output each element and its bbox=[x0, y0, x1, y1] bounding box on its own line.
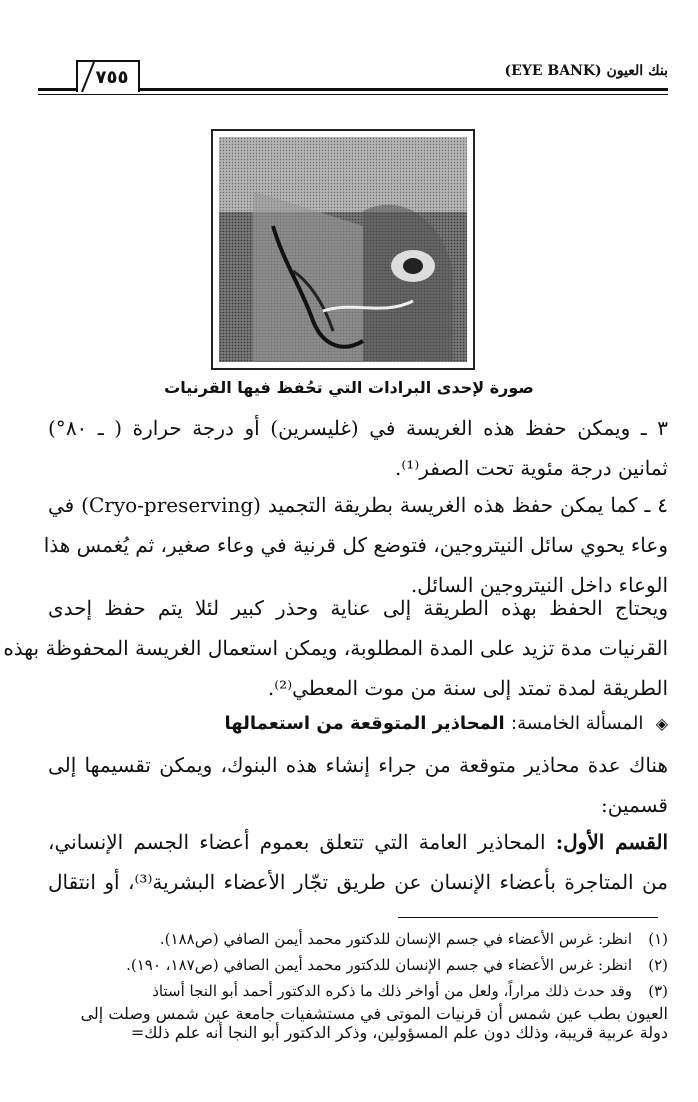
section-heading bbox=[48, 702, 668, 744]
text-line: المحاذير العامة التي تتعلق بعموم أعضاء الجسم الإنساني، bbox=[48, 830, 546, 854]
footnote bbox=[40, 952, 668, 978]
text-line: هناك عدة محاذير متوقعة من جراء إنشاء هذه البنوك، ويمكن تقسيمها إلى bbox=[48, 753, 668, 777]
photo-image bbox=[213, 131, 473, 368]
section-title: المحاذير المتوقعة من استعمالها bbox=[224, 713, 505, 734]
page-number-box bbox=[76, 60, 140, 92]
footnotes bbox=[40, 926, 668, 1042]
footnote-separator bbox=[398, 917, 658, 918]
footnote-continuation: العيون بطب عين شمس أن قرنيات الموتى في مستشفيات جامعة عين شمس وصلت إلى bbox=[80, 1004, 668, 1023]
section-label: المسألة الخامسة: bbox=[511, 713, 644, 734]
footnote-number: (٢) bbox=[648, 956, 668, 974]
text-line: القرنيات مدة تزيد على المدة المطلوبة، ويمكن استعمال الغريسة المحفوظة بهذه bbox=[3, 636, 668, 660]
part-one-label: القسم الأول: bbox=[555, 830, 669, 854]
text-line: وعاء يحوي سائل النيتروجين، فتوضع كل قرنية في وعاء صغير، ثم يُغمس هذا bbox=[43, 533, 668, 557]
footnote-number: (٣) bbox=[648, 982, 668, 1000]
footnote bbox=[40, 978, 668, 1004]
footnote-text: انظر: غرس الأعضاء في جسم الإنسان للدكتور محمد أيمن الصافي (ص١٨٨). bbox=[159, 930, 632, 948]
text-line: ثمانين درجة مئوية تحت الصفر⁽¹⁾. bbox=[395, 456, 668, 480]
text-line: ٣ ـ ويمكن حفظ هذه الغريسة في (غليسرين) أو درجة حرارة ( ـ ٨٠°) bbox=[48, 416, 668, 440]
text-line: من المتاجرة بأعضاء الإنسان عن طريق تجّار الأعضاء البشرية⁽³⁾، أو انتقال bbox=[48, 870, 668, 894]
footnote-number: (١) bbox=[648, 930, 668, 948]
text-line: الطريقة لمدة تمتد إلى سنة من موت المعطي⁽²⁾. bbox=[267, 676, 668, 700]
diamond-bullet-icon: ◈ bbox=[655, 714, 668, 733]
footnote bbox=[40, 926, 668, 952]
text-line: الوعاء داخل النيتروجين السائل. bbox=[410, 573, 668, 597]
paragraph-3 bbox=[48, 408, 668, 488]
running-title: بنك العيون (EYE BANK) bbox=[504, 63, 668, 79]
paragraph-storage-care bbox=[3, 588, 669, 708]
text-line: ويحتاج الحفظ بهذه الطريقة إلى عناية وحذر كبير لئلا يتم حفظ إحدى bbox=[48, 596, 669, 620]
footnote-text: انظر: غرس الأعضاء في جسم الإنسان للدكتور محمد أيمن الصافي (ص١٨٧، ١٩٠). bbox=[126, 956, 632, 974]
text-line: قسمين: bbox=[601, 793, 668, 817]
header-rule-thin bbox=[38, 94, 668, 95]
intro-paragraph bbox=[48, 745, 668, 825]
page-number: ٧٥٥ bbox=[95, 66, 129, 88]
footnote-text: وقد حدث ذلك مراراً، ولعل من أواخر ذلك ما ذكره الدكتور أحمد أبو النجا أستاذ bbox=[152, 982, 632, 1000]
page-box-slash bbox=[80, 62, 96, 92]
part-one-paragraph bbox=[48, 822, 668, 902]
running-header bbox=[38, 58, 668, 98]
footnote-continuation: دولة عربية قريبة، وذلك دون علم المسؤولين، وذكر الدكتور أبو النجا أنه علم ذلك= bbox=[130, 1023, 668, 1042]
paragraph-4 bbox=[43, 485, 669, 605]
figure-caption: صورة لإحدى البرادات التي تحُفظ فيها القرنيات bbox=[164, 378, 534, 397]
refrigerator-photo bbox=[211, 129, 475, 370]
text-line: ٤ ـ كما يمكن حفظ هذه الغريسة بطريقة التجميد (Cryo-preserving) في bbox=[48, 493, 669, 517]
